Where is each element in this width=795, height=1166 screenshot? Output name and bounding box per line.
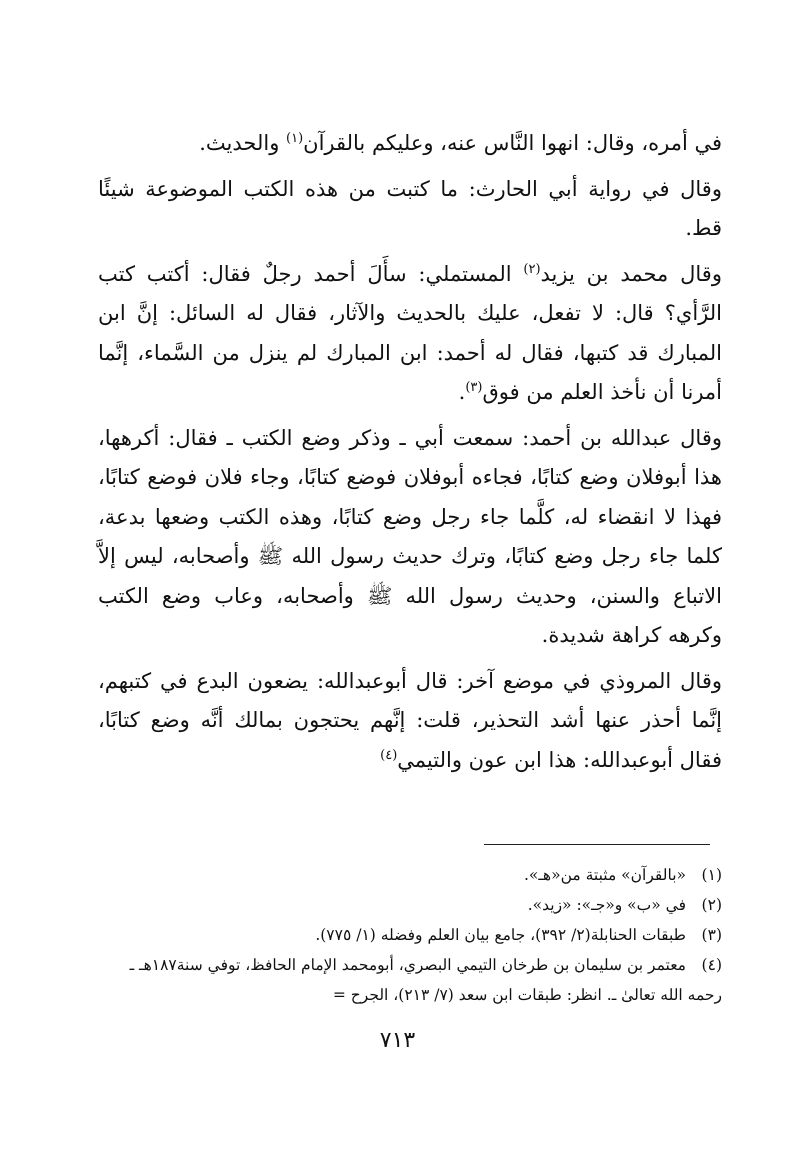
- footnote-ref-2: (٢): [523, 261, 541, 277]
- main-text: [98, 124, 722, 786]
- footnote-3: (٣)طبقات الحنابلة(٢/ ٣٩٢)، جامع بيان العلم وفضله (١/ ٧٧٥).: [315, 926, 722, 944]
- footnote-1: (١)«بالقرآن» مثبتة من«هـ».: [523, 866, 722, 884]
- paragraph-1: في أمره، وقال: انهوا النَّاس عنه، وعليكم بالقرآن$^{(١)}$ والحديث.: [199, 131, 722, 155]
- footnote-4: (٤)معتمر بن سليمان بن طرخان التيمي البصري، أبومحمد الإمام الحافظ، توفي سنة١٨٧هـ ـ رحمه الله تعالىٰ ـ. انظر: طبقات ابن سعد (٧/ ٢١٣)، الجرح =: [129, 956, 722, 1004]
- footnote-ref-1: (١): [286, 131, 304, 146]
- paragraph-2: وقال في رواية أبي الحارث: ما كتبت من هذه الكتب الموضوعة شيئًا قط.: [98, 176, 722, 240]
- footnote-ref-3: (٣): [465, 380, 483, 395]
- footnote-ref-4: (٤): [380, 747, 398, 763]
- page-number: ٧١٣: [379, 1028, 416, 1053]
- paragraph-4: وقال عبدالله بن أحمد: سمعت أبي ـ وذكر وضع الكتب ـ فقال: أكرهها، هذا أبوفلان وضع كتابًا، فجاءه أبوفلان فوضع كتابًا، وجاء فلان فوضع كتابًا، فهذا لا انقضاء له، كلَّما جاء رجل وضع كتابًا، وهذه الكتب وضعها بدعة، كلما جاء رجل وضع كتابًا، وترك حديث رسول الله ﷺ وأصحابه، ليس إلاَّ الاتباع والسنن، وحديث رسول الله ﷺ وأصحابه، وعاب وضع الكتب وكرهه كراهة شديدة.: [98, 425, 722, 647]
- paragraph-3: وقال محمد بن يزيد$^{(٢)}$ المستملي: سأَلَ أحمد رجلٌ فقال: أكتب كتب الرَّأي؟ قال: لا تفعل، عليك بالحديث والآثار، فقال له السائل: إنَّ ابن المبارك قد كتبها، فقال له أحمد: ابن المبارك لم ينزل من السَّماء، إنَّما أمرنا أن نأخذ العلم من فوق$^{(٣)}$.: [98, 261, 722, 404]
- paragraph-5: وقال المروذي في موضع آخر: قال أبوعبدالله: يضعون البدع في كتبهم، إنَّما أحذر عنها أشد التحذير، قلت: إنَّهم يحتجون بمالك أنَّه وضع كتابًا، فقال أبوعبدالله: هذا ابن عون والتيمي$^{(٤)}$: [98, 668, 722, 772]
- footnote-2: (٢)في «ب» و«جـ»: «زيد».: [527, 896, 722, 914]
- footnote-separator: [484, 844, 710, 845]
- footnotes: [98, 860, 722, 1010]
